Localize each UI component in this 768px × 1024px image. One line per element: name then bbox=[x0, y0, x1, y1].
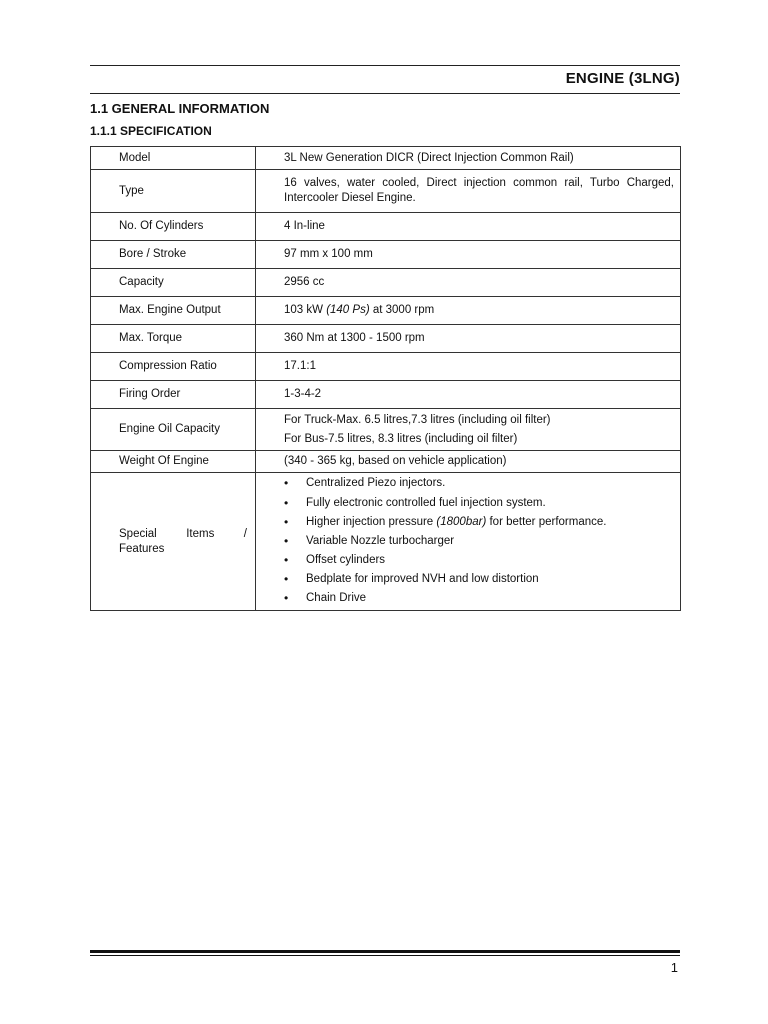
spec-label-capacity: Capacity bbox=[91, 269, 256, 297]
page-header-title: ENGINE (3LNG) bbox=[565, 70, 680, 87]
spec-label-torque: Max. Torque bbox=[91, 325, 256, 353]
spec-value-compression: 17.1:1 bbox=[256, 353, 681, 381]
table-row bbox=[91, 147, 681, 170]
spec-value-features bbox=[256, 473, 681, 611]
table-row bbox=[91, 170, 681, 213]
list-item bbox=[284, 513, 674, 532]
table-row bbox=[91, 381, 681, 409]
spec-label-features-line2: Features bbox=[119, 542, 165, 555]
spec-value-capacity: 2956 cc bbox=[256, 269, 681, 297]
section-subheading: 1.1.1 SPECIFICATION bbox=[90, 124, 212, 138]
list-item: • Centralized Piezo injectors. bbox=[284, 474, 674, 493]
list-item: • Offset cylinders bbox=[284, 551, 674, 570]
table-row bbox=[91, 297, 681, 325]
spec-value-oil bbox=[256, 409, 681, 451]
specification-table bbox=[90, 146, 681, 611]
spec-value-type-line2: Intercooler Diesel Engine. bbox=[284, 192, 416, 204]
spec-value-oil-line2: For Bus-7.5 litres, 8.3 litres (including oil filter) bbox=[284, 432, 518, 445]
spec-value-oil-line1: For Truck-Max. 6.5 litres,7.3 litres (including oil filter) bbox=[284, 413, 551, 426]
spec-value-firing: 1-3-4-2 bbox=[256, 381, 681, 409]
list-item: • Fully electronic controlled fuel injection system. bbox=[284, 494, 674, 513]
footer-rule-thick bbox=[90, 950, 680, 953]
table-row bbox=[91, 473, 681, 611]
table-row bbox=[91, 325, 681, 353]
spec-label-features bbox=[91, 473, 256, 611]
table-row bbox=[91, 451, 681, 473]
feature-item-3-suffix: for better performance. bbox=[486, 515, 607, 528]
header-rule-top bbox=[90, 65, 680, 66]
feature-item-3-italic: (1800bar) bbox=[436, 515, 487, 528]
features-list bbox=[284, 474, 674, 608]
spec-value-type-line1: 16 valves, water cooled, Direct injection common rail, Turbo Charged, bbox=[284, 177, 674, 189]
spec-value-cylinders: 4 In-line bbox=[256, 213, 681, 241]
spec-label-type: Type bbox=[91, 170, 256, 213]
spec-label-bore: Bore / Stroke bbox=[91, 241, 256, 269]
header-rule-bottom bbox=[90, 93, 680, 94]
spec-label-cylinders: No. Of Cylinders bbox=[91, 213, 256, 241]
feature-item-3-text: Higher injection pressure bbox=[306, 515, 437, 528]
table-row bbox=[91, 353, 681, 381]
spec-label-oil: Engine Oil Capacity bbox=[91, 409, 256, 451]
spec-value-bore: 97 mm x 100 mm bbox=[256, 241, 681, 269]
spec-value-model: 3L New Generation DICR (Direct Injection Common Rail) bbox=[256, 147, 681, 170]
list-item: • Variable Nozzle turbocharger bbox=[284, 532, 674, 551]
spec-value-output bbox=[256, 297, 681, 325]
spec-label-output: Max. Engine Output bbox=[91, 297, 256, 325]
footer-rule-thin bbox=[90, 955, 680, 956]
spec-label-compression: Compression Ratio bbox=[91, 353, 256, 381]
spec-label-model: Model bbox=[91, 147, 256, 170]
list-item: • Chain Drive bbox=[284, 589, 674, 608]
spec-value-output-suffix: at 3000 rpm bbox=[369, 304, 435, 316]
table-row bbox=[91, 269, 681, 297]
spec-label-weight: Weight Of Engine bbox=[91, 451, 256, 473]
page-number: 1 bbox=[670, 960, 678, 975]
spec-value-weight: (340 - 365 kg, based on vehicle application) bbox=[256, 451, 681, 473]
spec-value-type bbox=[256, 170, 681, 213]
table-row bbox=[91, 213, 681, 241]
spec-label-firing: Firing Order bbox=[91, 381, 256, 409]
table-row bbox=[91, 409, 681, 451]
section-heading: 1.1 GENERAL INFORMATION bbox=[90, 101, 270, 116]
spec-value-torque: 360 Nm at 1300 - 1500 rpm bbox=[256, 325, 681, 353]
list-item: • Bedplate for improved NVH and low distortion bbox=[284, 570, 674, 589]
spec-value-output-prefix: 103 kW bbox=[284, 304, 327, 316]
spec-value-output-italic: (140 Ps) bbox=[326, 304, 370, 316]
spec-label-features-line1: Special Items / bbox=[119, 527, 247, 540]
table-row bbox=[91, 241, 681, 269]
